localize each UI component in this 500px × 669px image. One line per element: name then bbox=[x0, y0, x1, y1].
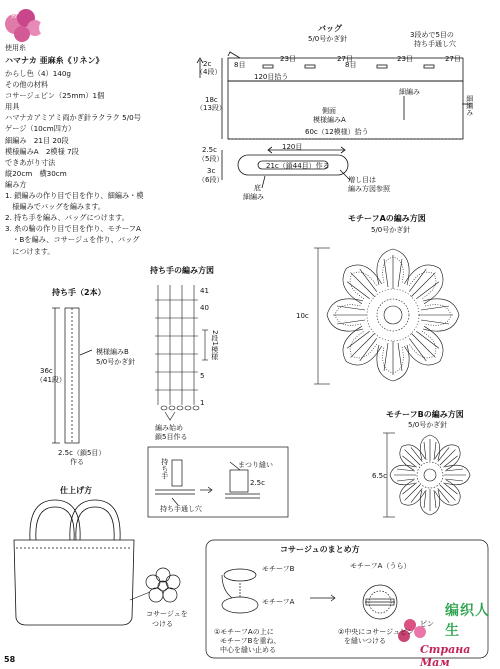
single-crochet-label: 細編み bbox=[399, 88, 420, 96]
material-line: 3. 糸の輪の作り目で目を作り、モチーフA bbox=[5, 224, 141, 234]
single-crochet-right-label: 細編み bbox=[465, 95, 474, 116]
corsage-step1-line1: ①モチーフAの上に bbox=[214, 628, 274, 636]
handle-dim-rows: （41段） bbox=[36, 376, 66, 384]
material-line: 細編み 21目 20段 bbox=[5, 135, 69, 145]
corsage-attach-label: コサージュを bbox=[146, 610, 188, 618]
row-41: 41 bbox=[200, 287, 209, 295]
material-line: 編み方 bbox=[5, 179, 27, 189]
base-chain: 21c（鎖44目）作る bbox=[266, 162, 330, 170]
stitch-count-23b: 23目 bbox=[397, 55, 413, 63]
handle-chart-title: 持ち手の編み方図 bbox=[150, 266, 214, 275]
badge-number: 6 bbox=[38, 18, 51, 39]
page-number: 58 bbox=[4, 655, 16, 664]
dim-3c-rows: （6段） bbox=[198, 176, 224, 184]
side-label: 側面 bbox=[322, 107, 336, 115]
yarn-line: ハマナカ 亜麻糸《リネン》 bbox=[5, 56, 104, 65]
finish-title: 仕上げ方 bbox=[60, 486, 92, 495]
motif-b-needle: 5/0号かぎ針 bbox=[408, 421, 448, 429]
material-line: 様編みでバッグを編みます。 bbox=[5, 202, 106, 212]
dim-25c-rows: （5段） bbox=[198, 155, 224, 163]
motif-b-title: モチーフBの編み方図 bbox=[386, 410, 464, 419]
materials-list bbox=[5, 68, 175, 257]
dim-2c-rows: （4段） bbox=[196, 68, 222, 76]
base-stitches: 120目 bbox=[282, 143, 303, 151]
dim-18c-rows: （13段） bbox=[196, 104, 226, 112]
material-line: につけます。 bbox=[5, 246, 55, 256]
material-line: ハマナカアミアミ両かぎ針ラクラク 5/0号 bbox=[5, 113, 141, 123]
handle-needle: 5/0号かぎ針 bbox=[96, 358, 136, 366]
material-line: からし色（4）140g bbox=[5, 69, 71, 78]
motif-b-chart bbox=[390, 435, 470, 515]
corsage-flower bbox=[146, 568, 180, 602]
corsage-step2-line1: ②中央にコサージュピン bbox=[338, 628, 414, 636]
material-line: 用具 bbox=[5, 102, 20, 112]
material-line: その他の材料 bbox=[5, 80, 49, 90]
attach-handle-label: 持ち手 bbox=[160, 458, 169, 479]
base-label: 底 bbox=[254, 184, 261, 192]
watermark-text: Страна Мам bbox=[420, 643, 471, 669]
dim-18c: 18c bbox=[205, 96, 218, 104]
hole-note-1: 3段めで5目の bbox=[410, 31, 454, 39]
attach-sewing-label: まつり縫い bbox=[238, 461, 273, 469]
corsage-attach-label-2: つける bbox=[152, 620, 173, 628]
motif-a-chart bbox=[327, 249, 459, 381]
material-line: できあがり寸法 bbox=[5, 157, 56, 167]
corsage-motif-a-back: モチーフA（うら） bbox=[350, 562, 411, 570]
pickup-120: 120目拾う bbox=[254, 73, 289, 81]
row-1: 1 bbox=[200, 399, 205, 407]
corsage-step1-line2: モチーフBを重ね、 bbox=[220, 637, 281, 645]
motif-b-dim: 6.5c bbox=[372, 472, 387, 480]
corsage-step2-line2: を縫いつける bbox=[344, 637, 386, 645]
material-line: 2. 持ち手を編み、バッグにつけます。 bbox=[5, 213, 129, 223]
base-pattern: 細編み bbox=[243, 193, 264, 201]
handle-dim-36c: 36c bbox=[40, 367, 53, 375]
stitch-count-23a: 23目 bbox=[280, 55, 296, 63]
dim-3c: 3c bbox=[207, 167, 216, 175]
badge-corner-label: ﾌﾟﾗｸﾞ bbox=[5, 13, 21, 20]
increase-note-2: 編み方図参照 bbox=[348, 185, 390, 193]
corsage-step1-line3: 中心を縫い止める bbox=[220, 646, 276, 654]
material-line: コサージュピン（25mm）1個 bbox=[5, 91, 105, 101]
handle-side-note: 2段1模様 bbox=[210, 330, 219, 360]
corsage-motif-a: モチーフA bbox=[262, 598, 295, 606]
material-line: 模様編みA 2模様 7段 bbox=[5, 146, 79, 156]
motif-a-dim: 10c bbox=[296, 312, 309, 320]
increase-note-1: 増し目は bbox=[348, 176, 376, 184]
dim-2c: 2c bbox=[203, 60, 212, 68]
material-line: 縦20cm 横30cm bbox=[5, 168, 67, 178]
corsage-motif-b: モチーフB bbox=[262, 565, 295, 573]
material-line: 1. 鎖編みの作り目で目を作り、細編み・模 bbox=[5, 191, 144, 201]
side-pattern: 模様編みA bbox=[313, 116, 346, 124]
motif-a-needle: 5/0号かぎ針 bbox=[371, 226, 411, 234]
corsage-title: コサージュのまとめ方 bbox=[280, 545, 360, 554]
bag-needle: 5/0号かぎ針 bbox=[308, 35, 348, 43]
handle-pattern: 模様編みB bbox=[96, 348, 129, 356]
motif-a-title: モチーフAの編み方図 bbox=[348, 214, 426, 223]
stitch-count-27a: 27目 bbox=[337, 55, 353, 63]
handle-title: 持ち手（2本） bbox=[52, 288, 106, 297]
bag-title: バッグ bbox=[318, 24, 342, 33]
handle-dim-25c: 2.5c（鎖5目） bbox=[58, 449, 106, 457]
handle-make: 作る bbox=[70, 458, 84, 466]
material-line: ゲージ（10cm四方） bbox=[5, 124, 76, 134]
hole-note-2: 持ち手通し穴 bbox=[414, 40, 456, 48]
start-note-1: 編み始め bbox=[155, 424, 183, 432]
stitch-count-27b: 27目 bbox=[445, 55, 461, 63]
stitch-count-8b: 8目 bbox=[345, 61, 357, 69]
dim-25c: 2.5c bbox=[202, 146, 217, 154]
finished-bag bbox=[14, 500, 134, 625]
used-yarn-label: 使用糸 bbox=[5, 44, 26, 52]
row-5: 5 bbox=[200, 372, 205, 380]
corsage-pin-note: ピン bbox=[420, 620, 434, 628]
start-note-2: 鎖5目作る bbox=[155, 433, 188, 441]
row-40: 40 bbox=[200, 304, 209, 312]
attach-hole-label: 持ち手通し穴 bbox=[160, 505, 202, 513]
attach-dim: 2.5c bbox=[250, 479, 265, 487]
stitch-count-8a: 8目 bbox=[234, 61, 246, 69]
watermark-sub: 编织人生 bbox=[445, 603, 490, 639]
pickup-60c: 60c（12模様）拾う bbox=[305, 128, 369, 136]
material-line: ・Bを編み、コサージュを作り、バッグ bbox=[5, 235, 140, 245]
